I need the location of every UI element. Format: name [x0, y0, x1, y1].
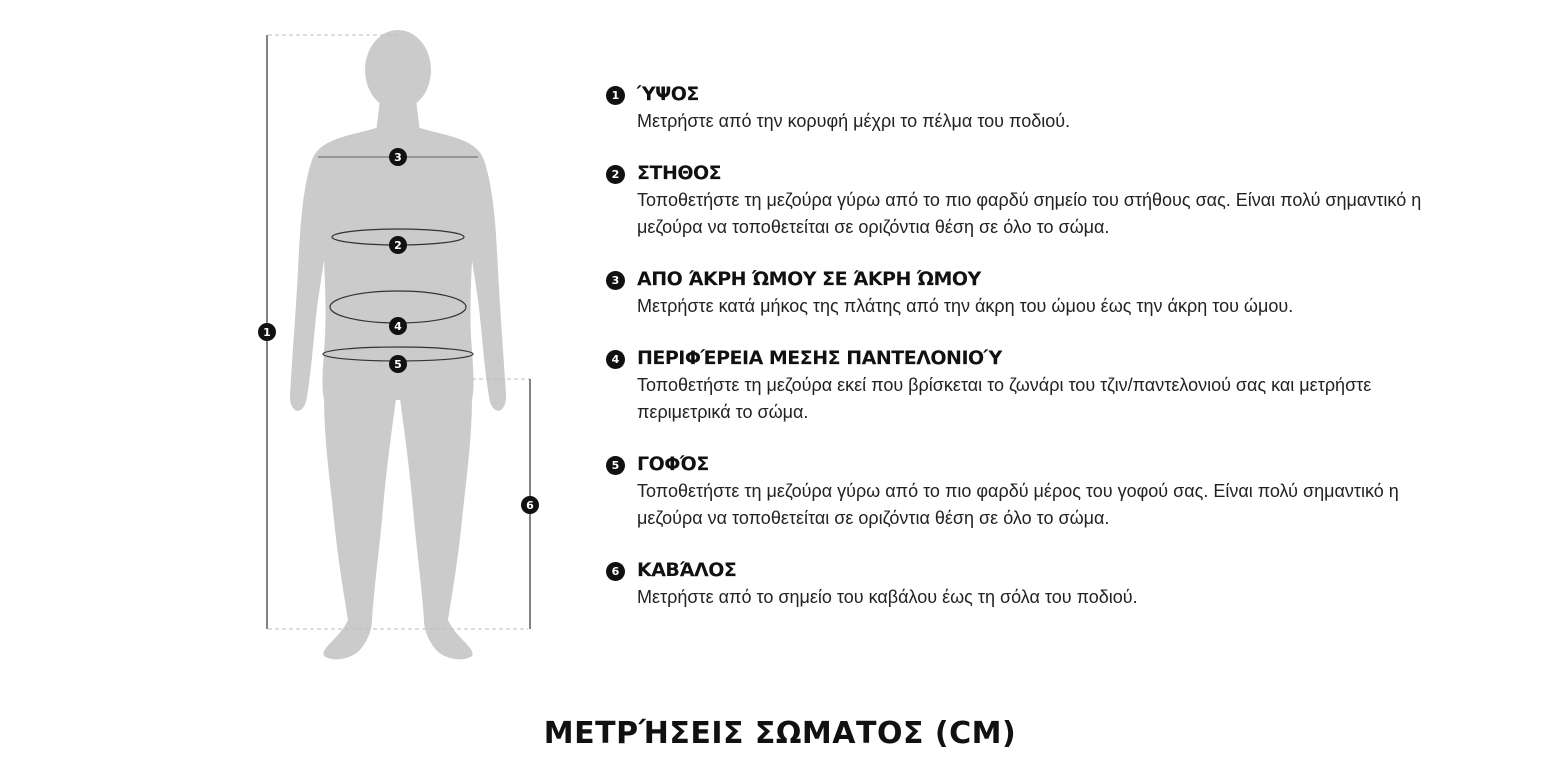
measurement-description: Μετρήστε κατά μήκος της πλάτης από την άκρη του ώμου έως την άκρη του ώμου.: [637, 296, 1294, 316]
number-badge: 6: [606, 562, 625, 581]
number-badge: 5: [606, 456, 625, 475]
body-silhouette: [290, 30, 506, 659]
measurement-guide-list: [604, 80, 1454, 635]
measurement-description: Μετρήστε από την κορυφή μέχρι το πέλμα του ποδιού.: [637, 111, 1071, 131]
measurement-description: Τοποθετήστε τη μεζούρα εκεί που βρίσκεται το ζωνάρι του τζιν/παντελονιού σας και μετρήστε περιμετρικά το σώμα.: [637, 375, 1372, 422]
measurement-heading: ΎΨΟΣ: [637, 83, 699, 105]
figure-badge-6: [521, 496, 539, 514]
measurement-inseam: [604, 556, 1454, 635]
figure-badge-4: [389, 317, 407, 335]
figure-badge-1: [258, 323, 276, 341]
figure-badge-label: 5: [394, 358, 402, 371]
measurement-waist: [604, 344, 1454, 450]
measurement-heading: ΑΠΟ ΆΚΡΗ ΏΜΟΥ ΣΕ ΆΚΡΗ ΏΜΟΥ: [637, 268, 981, 290]
number-badge: 2: [606, 165, 625, 184]
measurement-shoulder: [604, 265, 1454, 344]
measurement-heading: ΚΑΒΆΛΟΣ: [637, 559, 737, 581]
figure-badge-label: 4: [394, 320, 402, 333]
number-badge: 4: [606, 350, 625, 369]
figure-badge-3: [389, 148, 407, 166]
figure-badge-label: 3: [394, 151, 402, 164]
number-badge: 1: [606, 86, 625, 105]
measurement-description: Τοποθετήστε τη μεζούρα γύρω από το πιο φαρδύ σημείο του στήθους σας. Είναι πολύ σημαντικό η μεζούρα να τοποθετείται σε οριζόντια θέση σε όλο το σώμα.: [637, 190, 1422, 237]
figure-badge-5: [389, 355, 407, 373]
measurement-height: [604, 80, 1454, 159]
measurement-chest: [604, 159, 1454, 265]
number-badge: 3: [606, 271, 625, 290]
measurement-heading: ΠΕΡΙΦΈΡΕΙΑ ΜΕΣΗΣ ΠΑΝΤΕΛΟΝΙΟΎ: [637, 347, 1002, 369]
page-title: ΜΕΤΡΉΣΕΙΣ ΣΩΜΑΤΟΣ (CM): [543, 716, 1017, 751]
measurement-description: Μετρήστε από το σημείο του καβάλου έως τη σόλα του ποδιού.: [637, 587, 1138, 607]
figure-badge-2: [389, 236, 407, 254]
figure-badge-label: 2: [394, 239, 402, 252]
figure-badge-label: 1: [263, 326, 271, 339]
measurement-description: Τοποθετήστε τη μεζούρα γύρω από το πιο φαρδύ μέρος του γοφού σας. Είναι πολύ σημαντικό η μεζούρα να τοποθετείται σε οριζόντια θέση σε όλο το σώμα.: [637, 481, 1399, 528]
measurement-heading: ΓΟΦΌΣ: [637, 453, 709, 475]
measurement-hip: [604, 450, 1454, 556]
measurement-heading: ΣΤΗΘΟΣ: [637, 162, 722, 184]
figure-badge-label: 6: [526, 499, 534, 512]
